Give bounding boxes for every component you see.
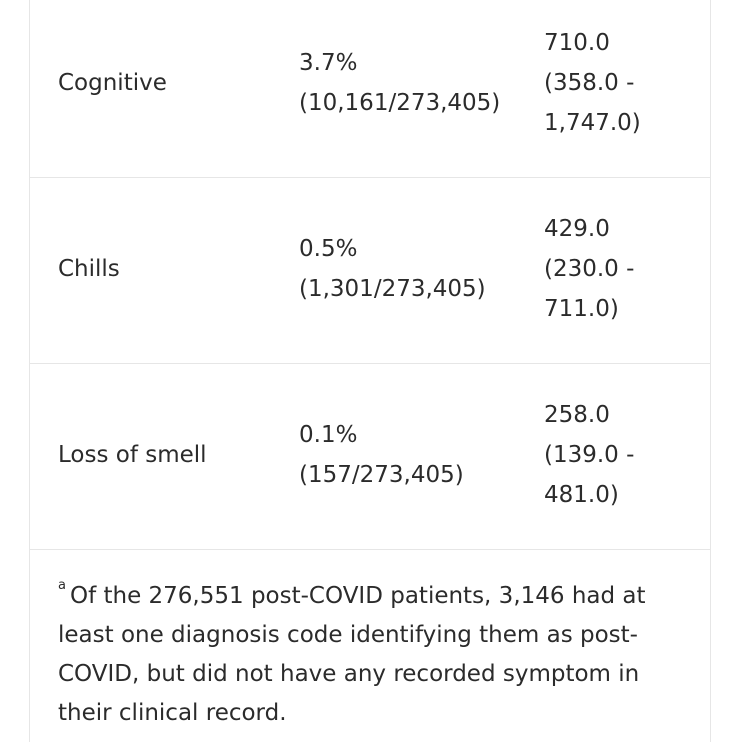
prevalence-cell: 0.1% (157/273,405) xyxy=(299,422,464,488)
symptom-cell: Loss of smell xyxy=(58,442,207,468)
prevalence-cell: 0.5% (1,301/273,405) xyxy=(299,236,486,302)
table-row xyxy=(30,0,710,178)
footnote-text: Of the 276,551 post-COVID patients, 3,146 had at least one diagnosis code identifying them as post-COVID, but did not have any recorded symptom in their clinical record. xyxy=(58,583,646,726)
table-row xyxy=(30,364,710,550)
table-container xyxy=(29,0,711,742)
days-cell: 258.0 (139.0 - 481.0) xyxy=(544,402,635,508)
symptom-cell: Chills xyxy=(58,256,120,282)
days-cell: 710.0 (358.0 - 1,747.0) xyxy=(544,30,641,136)
days-cell: 429.0 (230.0 - 711.0) xyxy=(544,216,635,322)
table-row xyxy=(30,178,710,364)
symptom-cell: Cognitive xyxy=(58,70,167,96)
prevalence-cell: 3.7% (10,161/273,405) xyxy=(299,50,501,116)
table-footnote xyxy=(58,566,678,733)
footnote-marker: a xyxy=(58,578,66,593)
